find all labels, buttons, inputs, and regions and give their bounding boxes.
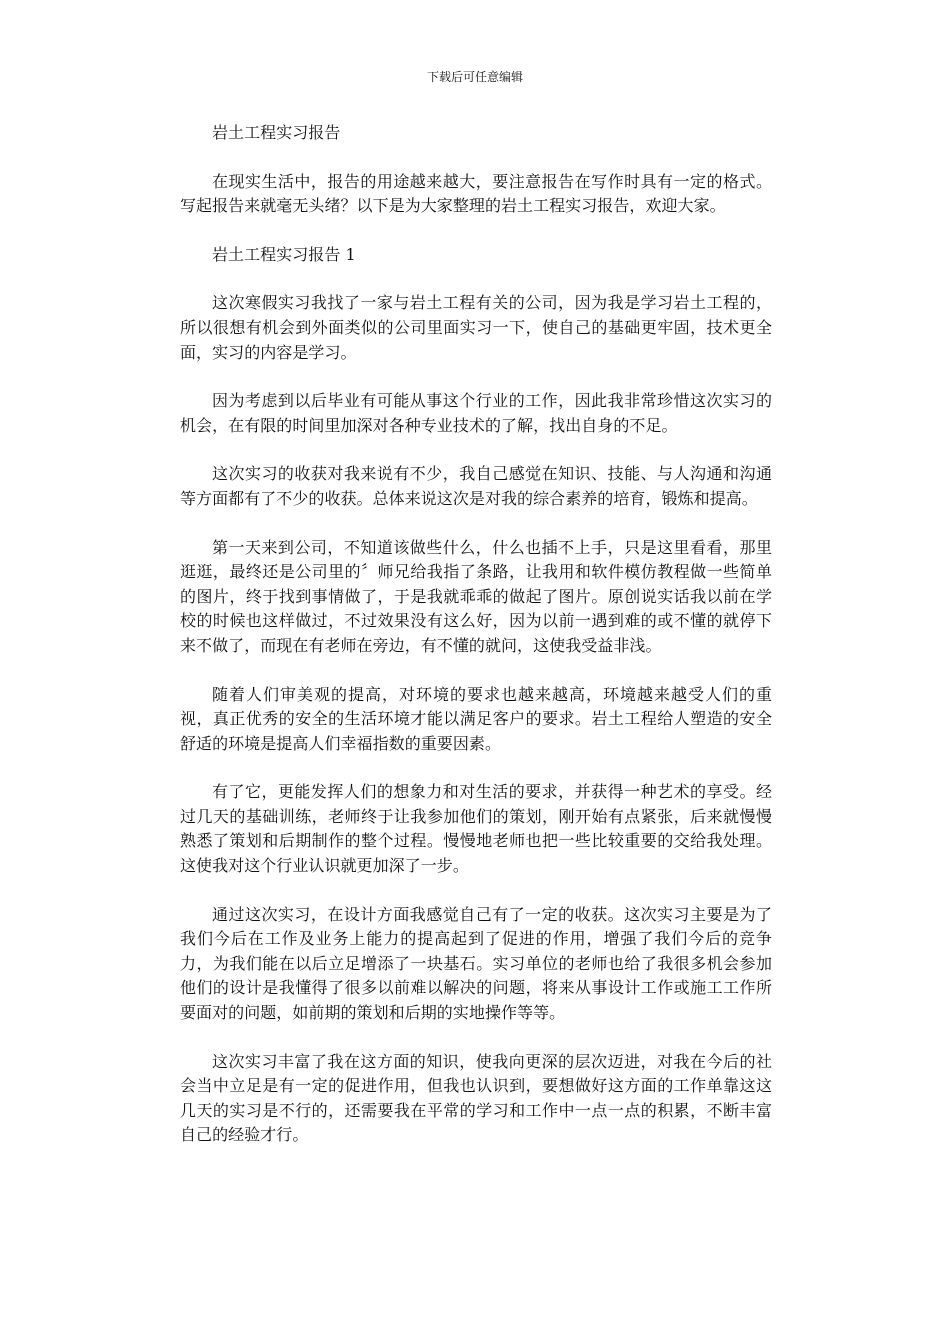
body-paragraph-5: 随着人们审美观的提高，对环境的要求也越来越高，环境越来越受人们的重视，真正优秀的安全的生活环境才能以满足客户的要求。岩土工程给人塑造的安全舒适的环境是提高人们幸福指数的重要因素。 <box>180 684 772 753</box>
document-title: 岩土工程实习报告 <box>212 123 341 142</box>
body-paragraph-3: 这次实习的收获对我来说有不少，我自己感觉在知识、技能、与人沟通和沟通等方面都有了不少的收获。总体来说这次是对我的综合素养的培育，锻炼和提高。 <box>180 464 772 508</box>
document-body <box>180 121 772 1172</box>
intro-paragraph: 在现实生活中，报告的用途越来越大，要注意报告在写作时具有一定的格式。写起报告来就毫无头绪？以下是为大家整理的岩土工程实习报告，欢迎大家。 <box>180 171 772 216</box>
section-title: 岩土工程实习报告 1 <box>212 244 356 264</box>
body-paragraph-4: 第一天来到公司，不知道该做些什么，什么也插不上手，只是这里看看，那里逛逛，最终还是公司里的〞师兄给我指了条路，让我用和软件模仿教程做一些简单的图片，终于找到事情做了，于是我就乖乖的做起了图片。原创说实话我以前在学校的时候也这样做过，不过效果没有这么好，因为以前一遇到难的或不懂的就停下来不做了，而现在有老师在旁边，有不懂的就问，这使我受益非浅。 <box>180 537 772 655</box>
header-note: 下载后可任意编辑 <box>426 70 523 84</box>
body-paragraph-7: 通过这次实习，在设计方面我感觉自己有了一定的收获。这次实习主要是为了我们今后在工作及业务上能力的提高起到了促进的作用，增强了我们今后的竞争力，为我们能在以后立足增添了一块基石。实习单位的老师也给了我很多机会参加他们的设计是我懂得了很多以前难以解决的问题，将来从事设计工作或施工工作所要面对的问题，如前期的策划和后期的实地操作等等。 <box>180 904 772 1023</box>
body-paragraph-6: 有了它，更能发挥人们的想象力和对生活的要求，并获得一种艺术的享受。经过几天的基础训练，老师终于让我参加他们的策划，刚开始有点紧张，后来就慢慢熟悉了策划和后期制作的整个过程。慢慢地老师也把一些比较重要的交给我处理。这使我对这个行业认识就更加深了一步。 <box>180 782 772 876</box>
body-paragraph-2: 因为考虑到以后毕业有可能从事这个行业的工作，因此我非常珍惜这次实习的机会，在有限的时间里加深对各种专业技术的了解，找出自身的不足。 <box>180 391 772 435</box>
body-paragraph-1: 这次寒假实习我找了一家与岩土工程有关的公司，因为我是学习岩土工程的，所以很想有机会到外面类似的公司里面实习一下，使自己的基础更牢固，技术更全面，实习的内容是学习。 <box>180 293 772 362</box>
body-paragraph-8: 这次实习丰富了我在这方面的知识，使我向更深的层次迈进，对我在今后的社会当中立足是有一定的促进作用，但我也认识到，要想做好这方面的工作单靠这这几天的实习是不行的，还需要我在平常的学习和工作中一点一点的积累，不断丰富自己的经验才行。 <box>180 1051 772 1145</box>
